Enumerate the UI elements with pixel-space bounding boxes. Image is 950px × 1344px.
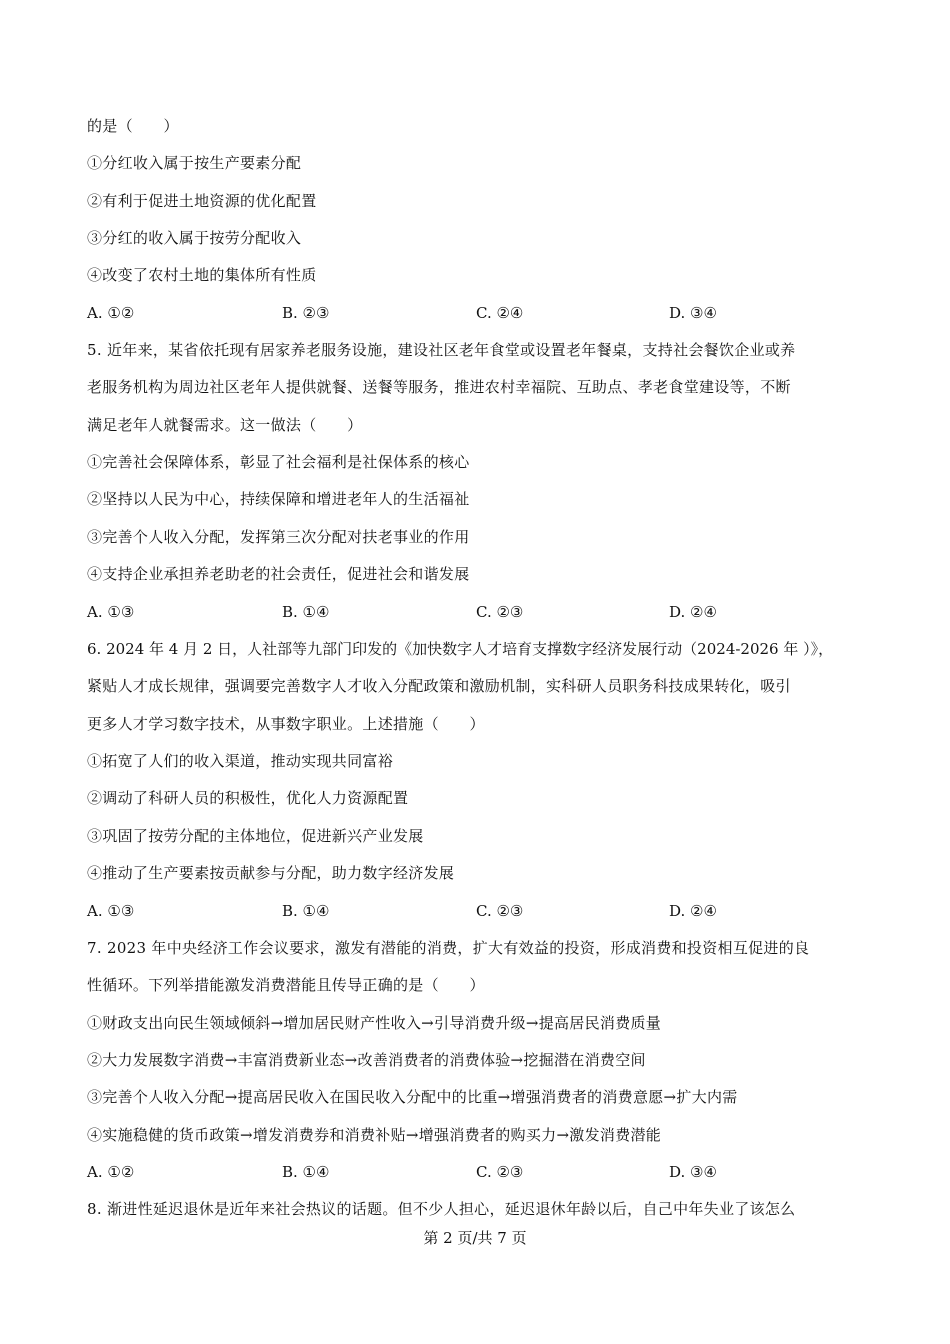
q6-stem-line-3: 更多人才学习数字技术，从事数字职业。上述措施（ ） (87, 715, 485, 733)
q5-option-a[interactable]: A. ①③ (87, 603, 135, 621)
q7-item-4: ④实施稳健的货币政策→增发消费券和消费补贴→增强消费者的购买力→激发消费潜能 (87, 1126, 662, 1144)
q6-stem-line-1: 6. 2024 年 4 月 2 日，人社部等九部门印发的《加快数字人才培育支撑数字经济发展行动（2024-2026 年 ）》， (87, 640, 834, 658)
q7-option-b[interactable]: B. ①④ (282, 1163, 330, 1181)
q5-stem-line-1: 5. 近年来，某省依托现有居家养老服务设施，建设社区老年食堂或设置老年餐桌，支持社会餐饮企业或养 (87, 341, 796, 359)
q4-options (87, 303, 887, 323)
q4-item-2: ②有利于促进土地资源的优化配置 (87, 192, 317, 210)
q7-stem-line-1: 7. 2023 年中央经济工作会议要求，激发有潜能的消费，扩大有效益的投资，形成消费和投资相互促进的良 (87, 939, 810, 957)
q6-item-1: ①拓宽了人们的收入渠道，推动实现共同富裕 (87, 752, 394, 770)
q6-option-d[interactable]: D. ②④ (669, 902, 717, 920)
q7-options (87, 1162, 887, 1182)
q7-item-1: ①财政支出向民生领域倾斜→增加居民财产性收入→引导消费升级→提高居民消费质量 (87, 1014, 662, 1032)
q5-stem-line-3: 满足老年人就餐需求。这一做法（ ） (87, 416, 363, 434)
q7-item-3: ③完善个人收入分配→提高居民收入在国民收入分配中的比重→增强消费者的消费意愿→扩大内需 (87, 1088, 738, 1106)
q5-options (87, 602, 887, 622)
q6-options (87, 901, 887, 921)
q4-option-a[interactable]: A. ①② (87, 304, 135, 322)
q5-option-c[interactable]: C. ②③ (476, 603, 524, 621)
q5-stem-line-2: 老服务机构为周边社区老年人提供就餐、送餐等服务，推进农村幸福院、互助点、孝老食堂建设等，不断 (87, 378, 791, 396)
q6-item-3: ③巩固了按劳分配的主体地位，促进新兴产业发展 (87, 827, 424, 845)
q4-item-3: ③分红的收入属于按劳分配收入 (87, 229, 302, 247)
q5-item-2: ②坚持以人民为中心，持续保障和增进老年人的生活福祉 (87, 490, 470, 508)
q7-option-c[interactable]: C. ②③ (476, 1163, 524, 1181)
q5-item-4: ④支持企业承担养老助老的社会责任，促进社会和谐发展 (87, 565, 470, 583)
q5-item-3: ③完善个人收入分配，发挥第三次分配对扶老事业的作用 (87, 528, 470, 546)
q6-item-4: ④推动了生产要素按贡献参与分配，助力数字经济发展 (87, 864, 455, 882)
q6-option-c[interactable]: C. ②③ (476, 902, 524, 920)
page-footer: 第 2 页/共 7 页 (423, 1229, 527, 1247)
q4-item-4: ④改变了农村土地的集体所有性质 (87, 266, 317, 284)
q6-option-a[interactable]: A. ①③ (87, 902, 135, 920)
q4-option-d[interactable]: D. ③④ (669, 304, 717, 322)
q8-stem-line-1: 8. 渐进性延迟退休是近年来社会热议的话题。但不少人担心，延迟退休年龄以后，自己中年失业了该怎么 (87, 1200, 796, 1218)
q6-option-b[interactable]: B. ①④ (282, 902, 330, 920)
q6-stem-line-2: 紧贴人才成长规律，强调要完善数字人才收入分配政策和激励机制，实科研人员职务科技成果转化，吸引 (87, 677, 791, 695)
q7-option-d[interactable]: D. ③④ (669, 1163, 717, 1181)
q4-stem-tail: 的是（ ） (87, 117, 179, 135)
q5-option-b[interactable]: B. ①④ (282, 603, 330, 621)
q6-item-2: ②调动了科研人员的积极性，优化人力资源配置 (87, 789, 409, 807)
q7-item-2: ②大力发展数字消费→丰富消费新业态→改善消费者的消费体验→挖掘潜在消费空间 (87, 1051, 646, 1069)
q4-option-c[interactable]: C. ②④ (476, 304, 524, 322)
q7-stem-line-2: 性循环。下列举措能激发消费潜能且传导正确的是（ ） (87, 976, 485, 994)
q5-item-1: ①完善社会保障体系，彰显了社会福利是社保体系的核心 (87, 453, 470, 471)
q7-option-a[interactable]: A. ①② (87, 1163, 135, 1181)
q5-option-d[interactable]: D. ②④ (669, 603, 717, 621)
q4-option-b[interactable]: B. ②③ (282, 304, 330, 322)
q4-item-1: ①分红收入属于按生产要素分配 (87, 154, 302, 172)
